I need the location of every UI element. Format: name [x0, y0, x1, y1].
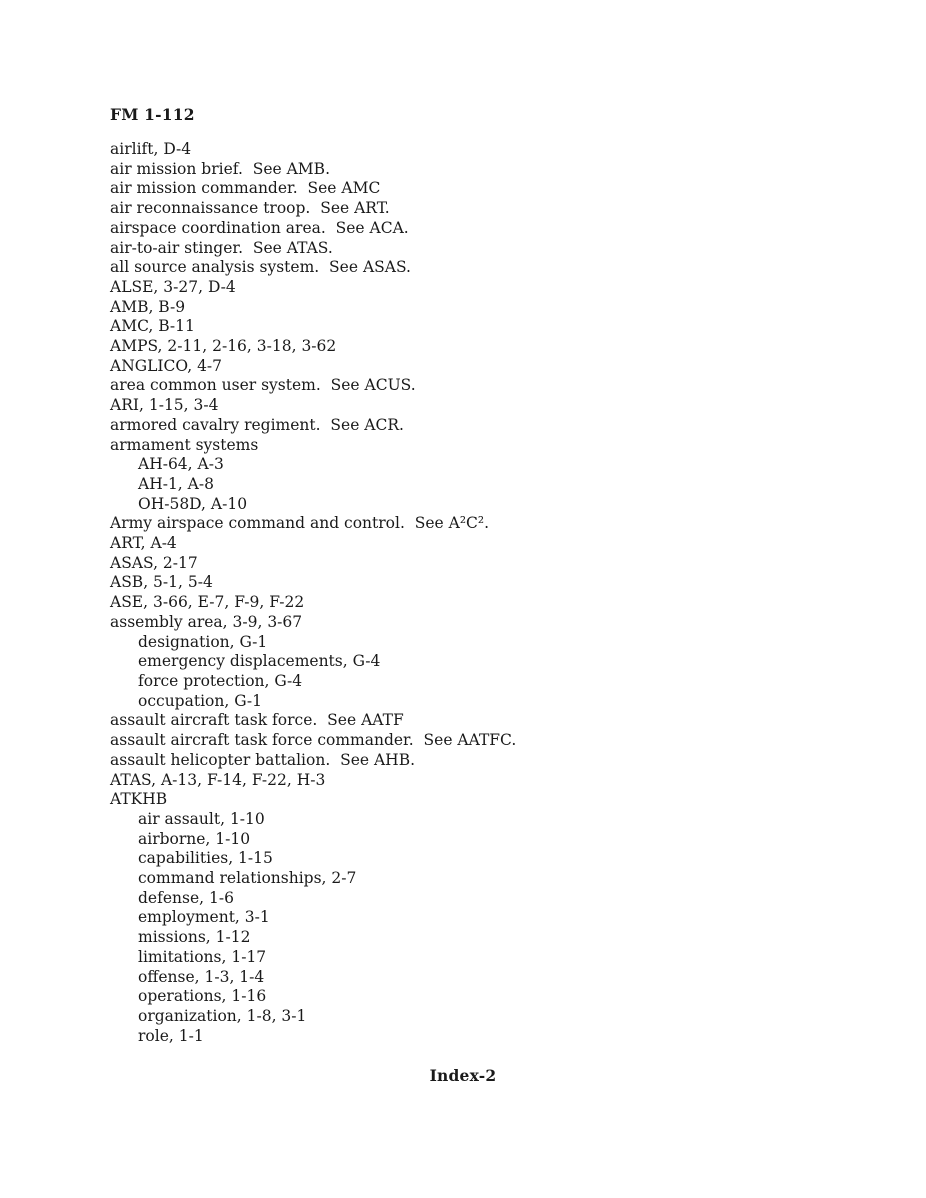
index-entry: ASB, 5-1, 5-4	[110, 573, 213, 592]
index-entry: air mission brief. See AMB.	[110, 159, 330, 178]
index-entry: airlift, D-4	[110, 140, 192, 158]
index-entry: ASE, 3-66, E-7, F-9, F-22	[110, 593, 305, 612]
index-entry: command relationships, 2-7	[138, 869, 357, 888]
index-entry: ALSE, 3-27, D-4	[110, 277, 236, 296]
index-entry: offense, 1-3, 1-4	[138, 967, 265, 986]
index-entry: role, 1-1	[138, 1026, 204, 1045]
document-header: FM 1-112	[110, 105, 195, 124]
index-entry: AMPS, 2-11, 2-16, 3-18, 3-62	[110, 337, 337, 356]
index-entry: airborne, 1-10	[138, 829, 251, 848]
index-entry: AH-1, A-8	[138, 474, 214, 493]
index-entry: air assault, 1-10	[138, 809, 265, 828]
index-entry: operations, 1-16	[138, 987, 267, 1006]
index-entry: organization, 1-8, 3-1	[138, 1006, 307, 1025]
index-entry: defense, 1-6	[138, 888, 234, 907]
index-entry: airspace coordination area. See ACA.	[110, 218, 409, 237]
index-entry: assembly area, 3-9, 3-67	[110, 612, 303, 631]
index-entry: OH-58D, A-10	[138, 494, 248, 513]
index-entry: AH-64, A-3	[138, 455, 224, 474]
index-entry: ART, A-4	[110, 534, 177, 553]
index-entry: emergency displacements, G-4	[138, 652, 381, 671]
index-entry: designation, G-1	[138, 632, 268, 651]
index-entry: area common user system. See ACUS.	[110, 376, 416, 395]
index-entry: assault aircraft task force. See AATF	[110, 711, 404, 730]
index-entry: ATKHB	[110, 790, 168, 809]
index-entry: ASAS, 2-17	[110, 553, 198, 572]
index-entry: AMC, B-11	[110, 317, 195, 336]
index-list	[110, 140, 830, 1046]
index-entry: assault aircraft task force commander. See AATFC.	[110, 731, 517, 750]
index-entry: air mission commander. See AMC	[110, 179, 381, 198]
index-entry: limitations, 1-17	[138, 947, 267, 966]
index-entry: air reconnaissance troop. See ART.	[110, 199, 390, 218]
index-entry: employment, 3-1	[138, 908, 270, 927]
index-entry: assault helicopter battalion. See AHB.	[110, 750, 416, 769]
index-entry: air-to-air stinger. See ATAS.	[110, 238, 333, 257]
index-entry: armament systems	[110, 435, 259, 454]
index-entry: missions, 1-12	[138, 928, 251, 947]
page-number-footer: Index-2	[429, 1066, 497, 1085]
index-entry: all source analysis system. See ASAS.	[110, 258, 411, 277]
index-entry: capabilities, 1-15	[138, 849, 273, 868]
index-entry: ANGLICO, 4-7	[110, 356, 223, 375]
index-entry: occupation, G-1	[138, 691, 262, 710]
index-entry: armored cavalry regiment. See ACR.	[110, 415, 404, 434]
index-entry: Army airspace command and control. See A²C².	[110, 514, 490, 533]
index-entry: ARI, 1-15, 3-4	[110, 396, 219, 415]
index-entry: AMB, B-9	[110, 297, 186, 316]
index-entry: force protection, G-4	[138, 671, 303, 690]
index-entry: ATAS, A-13, F-14, F-22, H-3	[110, 770, 326, 789]
